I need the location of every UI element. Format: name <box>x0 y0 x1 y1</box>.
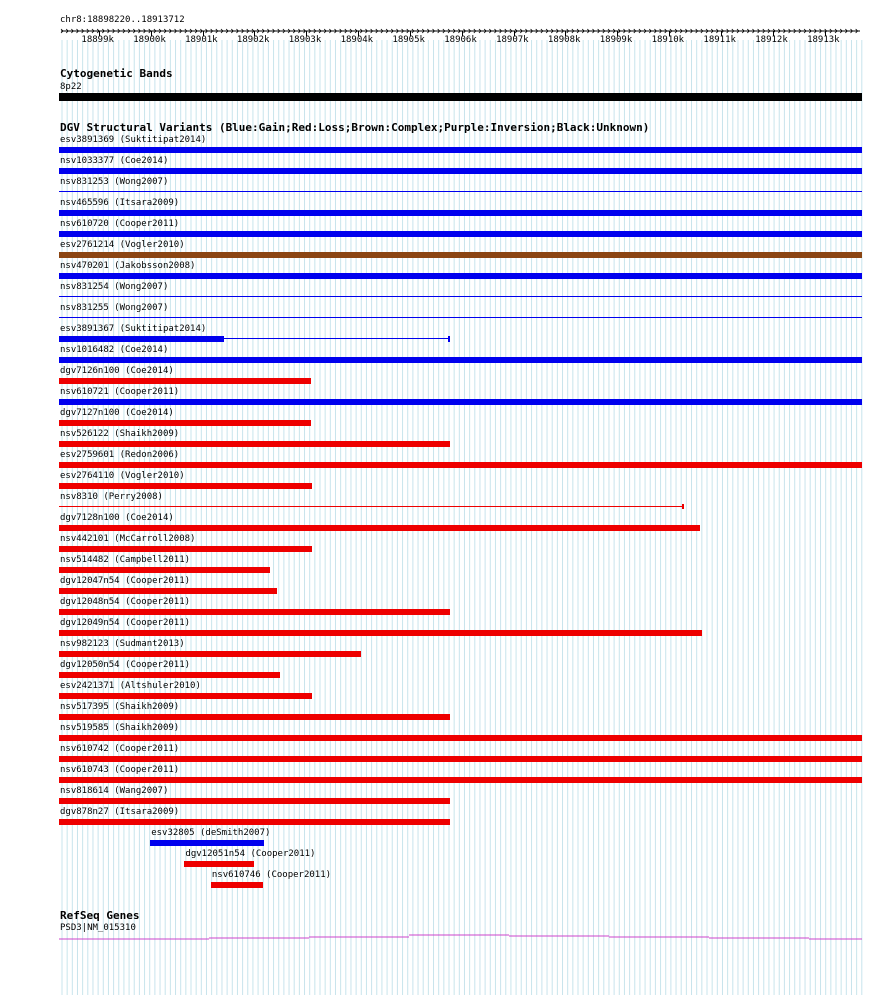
dgv-feature-label[interactable]: esv3891369 (Suktitipat2014) <box>60 135 207 145</box>
dgv-feature-label[interactable]: nsv610720 (Cooper2011) <box>60 219 180 229</box>
dgv-feature-line[interactable] <box>59 317 862 318</box>
dgv-feature-label[interactable]: dgv12047n54 (Cooper2011) <box>60 576 191 586</box>
dgv-feature-label[interactable]: nsv610721 (Cooper2011) <box>60 387 180 397</box>
refseq-gene-line[interactable] <box>59 930 862 944</box>
dgv-feature-label[interactable]: nsv831253 (Wong2007) <box>60 177 169 187</box>
dgv-feature-label[interactable]: nsv519585 (Shaikh2009) <box>60 723 180 733</box>
ruler-tick-label: 18899k <box>81 35 114 45</box>
cytoband-bar[interactable] <box>59 93 862 101</box>
dgv-feature-bar[interactable] <box>59 147 862 153</box>
dgv-feature-bar[interactable] <box>184 861 253 867</box>
ruler-tick-label: 18907k <box>496 35 529 45</box>
dgv-feature-bar[interactable] <box>150 840 264 846</box>
dgv-feature-label[interactable]: dgv12051n54 (Cooper2011) <box>185 849 316 859</box>
dgv-feature-label[interactable]: nsv982123 (Sudmant2013) <box>60 639 185 649</box>
dgv-feature-label[interactable]: nsv465596 (Itsara2009) <box>60 198 180 208</box>
ruler-tick-label: 18903k <box>288 35 322 45</box>
dgv-feature-label[interactable]: esv2764110 (Vogler2010) <box>60 471 185 481</box>
dgv-feature-label[interactable]: nsv8310 (Perry2008) <box>60 492 163 502</box>
dgv-feature-bar[interactable] <box>59 588 277 594</box>
dgv-feature-bar[interactable] <box>59 357 862 363</box>
ruler-tick-label: 18909k <box>599 35 633 45</box>
dgv-feature-label[interactable]: dgv7126n100 (Coe2014) <box>60 366 174 376</box>
dgv-feature-bar[interactable] <box>59 168 862 174</box>
cytoband-label[interactable]: 8p22 <box>60 82 82 92</box>
ruler-tick-label: 18904k <box>340 35 374 45</box>
dgv-feature-bar[interactable] <box>59 399 862 405</box>
dgv-feature-bar[interactable] <box>59 819 450 825</box>
dgv-feature-bar[interactable] <box>59 462 862 468</box>
dgv-feature-bar[interactable] <box>59 483 312 489</box>
ruler-tick-label: 18901k <box>185 35 218 45</box>
ruler-tick-label: 18913k <box>807 35 840 45</box>
dgv-feature-label[interactable]: nsv831254 (Wong2007) <box>60 282 169 292</box>
dgv-feature-bar[interactable] <box>59 756 862 762</box>
dgv-feature-label[interactable]: dgv12048n54 (Cooper2011) <box>60 597 191 607</box>
dgv-feature-bar[interactable] <box>59 210 862 216</box>
dgv-feature-bar[interactable] <box>211 882 263 888</box>
dgv-feature-label[interactable]: dgv7128n100 (Coe2014) <box>60 513 174 523</box>
dgv-feature-label[interactable]: nsv610742 (Cooper2011) <box>60 744 180 754</box>
ruler-tick-label: 18902k <box>236 35 270 45</box>
dgv-feature-label[interactable]: nsv517395 (Shaikh2009) <box>60 702 180 712</box>
dgv-feature-label[interactable]: nsv470201 (Jakobsson2008) <box>60 261 196 271</box>
ruler-tick-label: 18906k <box>444 35 477 45</box>
dgv-feature-bar[interactable] <box>59 336 224 342</box>
dgv-feature-bar[interactable] <box>59 672 280 678</box>
dgv-feature-label[interactable]: esv3891367 (Suktitipat2014) <box>60 324 207 334</box>
dgv-feature-label[interactable]: esv2759601 (Redon2006) <box>60 450 180 460</box>
dgv-feature-line[interactable] <box>59 296 862 297</box>
dgv-feature-bar[interactable] <box>59 651 361 657</box>
dgv-feature-label[interactable]: esv2761214 (Vogler2010) <box>60 240 185 250</box>
dgv-feature-bar[interactable] <box>59 273 862 279</box>
dgv-feature-label[interactable]: esv2421371 (Altshuler2010) <box>60 681 201 691</box>
ruler-tick-label: 18912k <box>755 35 788 45</box>
dgv-feature-bar[interactable] <box>59 525 700 531</box>
dgv-feature-bar[interactable] <box>59 252 862 258</box>
dgv-feature-label[interactable]: dgv12049n54 (Cooper2011) <box>60 618 191 628</box>
dgv-track-title: DGV Structural Variants (Blue:Gain;Red:Loss;Brown:Complex;Purple:Inversion;Black:Unknown) <box>60 121 650 134</box>
dgv-feature-label[interactable]: nsv831255 (Wong2007) <box>60 303 169 313</box>
dgv-feature-label[interactable]: dgv878n27 (Itsara2009) <box>60 807 180 817</box>
dgv-feature-bar[interactable] <box>59 609 450 615</box>
dgv-feature-bar[interactable] <box>59 231 862 237</box>
dgv-feature-bar[interactable] <box>59 441 450 447</box>
dgv-feature-label[interactable]: nsv1033377 (Coe2014) <box>60 156 169 166</box>
dgv-feature-line[interactable] <box>59 506 684 507</box>
dgv-feature-label[interactable]: nsv514482 (Campbell2011) <box>60 555 191 565</box>
ruler-tick-label: 18908k <box>547 35 581 45</box>
dgv-feature-line[interactable] <box>224 338 450 339</box>
dgv-feature-label[interactable]: esv32805 (deSmith2007) <box>151 828 271 838</box>
refseq-gene-label[interactable]: PSD3|NM_015310 <box>60 923 136 933</box>
dgv-feature-bar[interactable] <box>59 798 450 804</box>
dgv-feature-label[interactable]: nsv818614 (Wang2007) <box>60 786 169 796</box>
ruler-tick-label: 18900k <box>133 35 166 45</box>
dgv-feature-bar[interactable] <box>59 420 311 426</box>
dgv-feature-label[interactable]: nsv1016482 (Coe2014) <box>60 345 169 355</box>
locus-label: chr8:18898220..18913712 <box>60 15 185 25</box>
dgv-feature-bar[interactable] <box>59 693 312 699</box>
dgv-feature-label[interactable]: dgv12050n54 (Cooper2011) <box>60 660 191 670</box>
dgv-feature-end-cap <box>682 504 684 509</box>
refseq-track-title: RefSeq Genes <box>60 909 140 922</box>
dgv-feature-bar[interactable] <box>59 735 862 741</box>
dgv-feature-bar[interactable] <box>59 630 702 636</box>
dgv-feature-end-cap <box>448 336 450 342</box>
ruler-tick-label: 18911k <box>703 35 736 45</box>
dgv-feature-label[interactable]: nsv610743 (Cooper2011) <box>60 765 180 775</box>
dgv-feature-label[interactable]: nsv442101 (McCarroll2008) <box>60 534 196 544</box>
dgv-feature-bar[interactable] <box>59 777 862 783</box>
dgv-feature-label[interactable]: dgv7127n100 (Coe2014) <box>60 408 174 418</box>
dgv-feature-bar[interactable] <box>59 567 270 573</box>
dgv-feature-bar[interactable] <box>59 378 311 384</box>
dgv-feature-label[interactable]: nsv610746 (Cooper2011) <box>211 870 332 880</box>
ruler-tick-label: 18910k <box>651 35 685 45</box>
dgv-feature-bar[interactable] <box>59 714 450 720</box>
ruler-tick-label: 18905k <box>392 35 425 45</box>
dgv-feature-label[interactable]: nsv526122 (Shaikh2009) <box>60 429 180 439</box>
dgv-feature-line[interactable] <box>59 191 862 192</box>
dgv-feature-bar[interactable] <box>59 546 312 552</box>
cytoband-track-title: Cytogenetic Bands <box>60 67 173 80</box>
